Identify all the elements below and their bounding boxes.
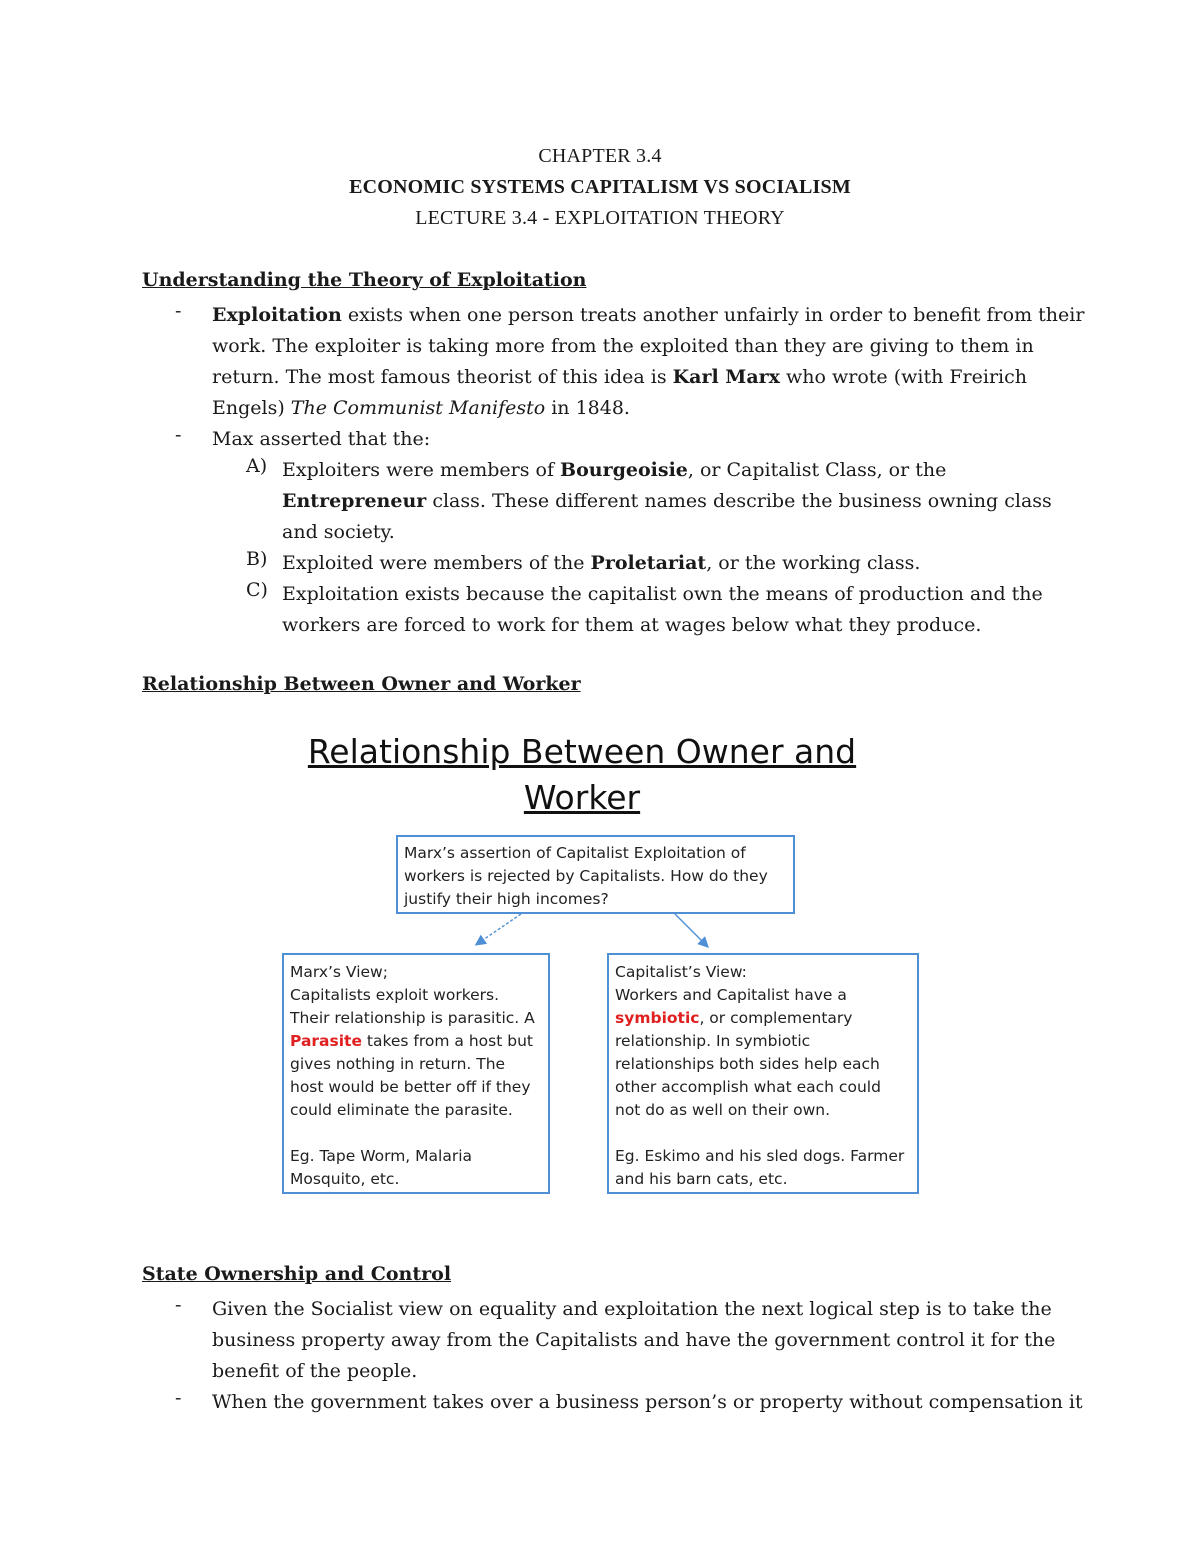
diagram-title-line2: Worker: [523, 778, 641, 817]
text-line: Marx’s View;: [290, 963, 388, 981]
sub-list-text: [282, 455, 1052, 548]
text-span: , or the working class.: [706, 552, 921, 574]
text-line: Marx’s assertion of Capitalist Exploitation of: [404, 844, 746, 862]
diagram-arrows: [465, 908, 725, 956]
bullet-text: [212, 1387, 1082, 1418]
arrow-right-icon: [675, 914, 707, 946]
marx-view-box: [282, 953, 550, 1194]
text-line: and his barn cats, etc.: [615, 1170, 788, 1188]
text-span: Engels): [212, 397, 291, 419]
highlight-symbiotic: symbiotic: [615, 1009, 700, 1027]
text-line: workers are forced to work for them at wages below what they produce.: [282, 614, 982, 636]
text-span: , or Capitalist Class, or the: [687, 459, 947, 481]
text-span: Exploited were members of the: [282, 552, 591, 574]
capitalist-view-box: [607, 953, 919, 1194]
highlight-parasite: Parasite: [290, 1032, 362, 1050]
term-proletariat: Proletariat: [590, 552, 707, 574]
diagram-title-line1: Relationship Between Owner and: [307, 732, 857, 771]
text-span: Exploiters were members of: [282, 459, 561, 481]
bullet-dash: -: [175, 424, 182, 446]
text-line: business property away from the Capitalists and have the government control it for the: [212, 1329, 1056, 1351]
text-line: relationships both sides help each: [615, 1055, 880, 1073]
text-line: Exploitation exists because the capitalist own the means of production and the: [282, 583, 1043, 605]
section-title-relationship: Relationship Between Owner and Worker: [142, 673, 581, 695]
chapter-label: CHAPTER 3.4: [538, 145, 662, 167]
text-line: Given the Socialist view on equality and exploitation the next logical step is to take the: [212, 1298, 1052, 1320]
sub-list-letter: A): [246, 455, 268, 477]
text-line: When the government takes over a business person’s or property without compensation it: [212, 1391, 1083, 1413]
sub-list-letter: B): [246, 548, 268, 570]
diagram-top-box: [396, 835, 795, 914]
bullet-text: [212, 424, 1082, 455]
text-line: relationship. In symbiotic: [615, 1032, 811, 1050]
text-span: exists when one person treats another unfairly in order to benefit from their: [341, 304, 1085, 326]
text-line: and society.: [282, 521, 395, 543]
document-title: ECONOMIC SYSTEMS CAPITALISM VS SOCIALISM: [349, 176, 851, 198]
term-karl-marx: Karl Marx: [672, 366, 780, 388]
text-line: Workers and Capitalist have a: [615, 986, 847, 1004]
term-entrepreneur: Entrepreneur: [282, 490, 427, 512]
text-line: not do as well on their own.: [615, 1101, 831, 1119]
text-line: justify their high incomes?: [404, 890, 609, 908]
bullet-dash: -: [175, 1387, 182, 1409]
book-title: The Communist Manifesto: [290, 397, 546, 419]
text-line: Capitalist’s View:: [615, 963, 747, 981]
bullet-text: [212, 300, 1085, 424]
lecture-label: LECTURE 3.4 - EXPLOITATION THEORY: [415, 207, 785, 229]
arrow-left-icon: [477, 914, 521, 944]
text-line: could eliminate the parasite.: [290, 1101, 513, 1119]
text-line: Their relationship is parasitic. A: [290, 1009, 535, 1027]
text-line: host would be better off if they: [290, 1078, 531, 1096]
text-line: benefit of the people.: [212, 1360, 418, 1382]
bullet-dash: -: [175, 1294, 182, 1316]
text-span: in 1848.: [545, 397, 630, 419]
bullet-dash: -: [175, 300, 182, 322]
text-span: who wrote (with Freirich: [779, 366, 1027, 388]
text-line: Capitalists exploit workers.: [290, 986, 500, 1004]
term-exploitation: Exploitation: [212, 304, 342, 326]
sub-list-letter: C): [246, 579, 268, 601]
bullet-text: [212, 1294, 1082, 1387]
text-line: Eg. Eskimo and his sled dogs. Farmer: [615, 1147, 905, 1165]
text-span: takes from a host but: [361, 1032, 533, 1050]
text-line: gives nothing in return. The: [290, 1055, 506, 1073]
section-title-state-ownership: State Ownership and Control: [142, 1263, 452, 1285]
section-title-exploitation: Understanding the Theory of Exploitation: [142, 269, 587, 291]
text-span: class. These different names describe the business owning class: [426, 490, 1052, 512]
term-bourgeoisie: Bourgeoisie: [560, 459, 688, 481]
text-span: , or complementary: [699, 1009, 853, 1027]
text-line: Mosquito, etc.: [290, 1170, 400, 1188]
sub-list-text: [282, 548, 920, 579]
text-line: work. The exploiter is taking more from the exploited than they are giving to them in: [212, 335, 1034, 357]
text-line: other accomplish what each could: [615, 1078, 881, 1096]
text-line: Max asserted that the:: [212, 428, 431, 450]
text-line: Eg. Tape Worm, Malaria: [290, 1147, 472, 1165]
text-line: workers is rejected by Capitalists. How do they: [404, 867, 768, 885]
sub-list-text: [282, 579, 1043, 641]
text-span: return. The most famous theorist of this idea is: [212, 366, 673, 388]
